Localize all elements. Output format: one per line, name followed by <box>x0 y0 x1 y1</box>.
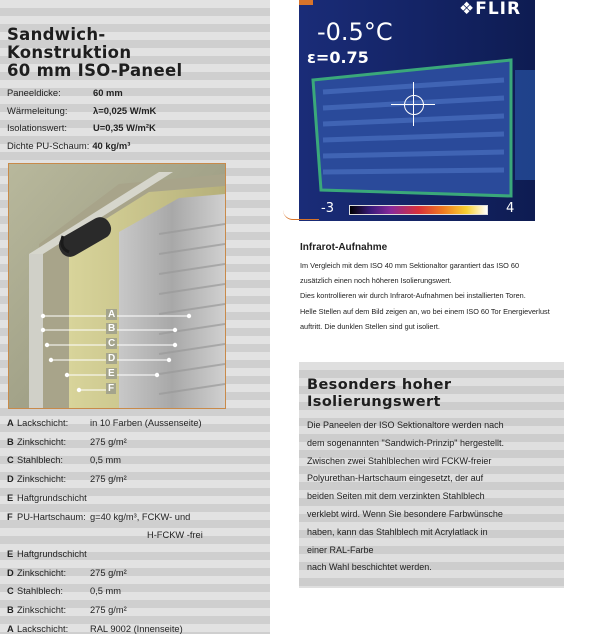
layer-value: g=40 kg/m³, FCKW- und <box>90 511 191 522</box>
layer-value: RAL 9002 (Innenseite) <box>90 623 183 634</box>
thermal-emissivity: ε=0.75 <box>307 48 369 67</box>
box-line: dem sogenannten "Sandwich-Prinzip" hergestellt. <box>307 437 505 448</box>
diagram-label-c: C <box>108 338 116 349</box>
layer-name: Zinkschicht: <box>17 605 67 616</box>
panel-title <box>7 26 182 80</box>
layer-value: 275 g/m² <box>90 567 127 578</box>
box-text <box>307 417 504 577</box>
layer-name: Stahlblech: <box>17 586 63 597</box>
decorative-line <box>283 207 319 220</box>
spec-label: Isolationswert: <box>7 122 67 133</box>
layer-name: Haftgrundschicht <box>17 548 87 559</box>
layer-value: 275 g/m² <box>90 474 127 485</box>
diagram-label-e: E <box>108 368 115 379</box>
box-line: Die Paneelen der ISO Sektionaltore werden nach <box>307 420 504 430</box>
layer-row <box>7 601 203 620</box>
layer-value: 0,5 mm <box>90 586 121 597</box>
crosshair-icon <box>404 95 424 115</box>
left-panel <box>0 0 270 634</box>
spec-value: λ=0,025 W/mK <box>93 104 157 116</box>
spec-value: 40 kg/m³ <box>92 139 131 151</box>
infrarot-line: auftritt. Die dunklen Stellen sind gut isoliert. <box>300 321 440 331</box>
layer-list <box>7 414 203 638</box>
thermal-image <box>299 0 535 221</box>
spec-row <box>7 119 156 137</box>
panel-cross-section-diagram <box>8 163 226 409</box>
box-title <box>307 377 451 411</box>
layer-name: Zinkschicht: <box>17 474 67 485</box>
layer-letter: F <box>7 511 13 522</box>
layer-letter: A <box>7 623 14 634</box>
box-line: haben, kann das Stahlblech mit Acrylatlack in <box>307 526 488 537</box>
layer-letter: E <box>7 548 14 559</box>
layer-letter: A <box>7 418 14 428</box>
spec-row <box>7 102 156 120</box>
layer-row <box>7 582 203 601</box>
layer-letter: D <box>7 474 14 485</box>
flir-logo: ❖FLIR <box>459 0 522 19</box>
layer-name: Lackschicht: <box>17 623 69 634</box>
spec-label: Wärmeleitung: <box>7 104 68 116</box>
layer-row <box>7 526 203 545</box>
layer-row <box>7 564 203 583</box>
diagram-label-d: D <box>108 353 116 364</box>
panel-title-line: Sandwich- <box>7 25 106 44</box>
layer-row <box>7 489 203 508</box>
layer-row <box>7 470 203 489</box>
layer-name: Lackschicht: <box>17 418 69 428</box>
box-line: Zwischen zwei Stahlblechen wird FCKW-freier <box>307 455 492 466</box>
diagram-label-a: A <box>108 309 116 320</box>
scale-min-label: -3 <box>321 201 334 216</box>
diagram-label-f: F <box>108 383 115 394</box>
spec-row <box>7 137 156 155</box>
spec-label: Paneeldicke: <box>7 87 61 98</box>
infrarot-text <box>300 258 590 334</box>
layer-row <box>7 545 203 564</box>
layer-letter: B <box>7 436 14 447</box>
layer-value: in 10 Farben (Aussenseite) <box>90 418 202 428</box>
layer-row <box>7 451 203 470</box>
spec-list <box>7 84 156 154</box>
box-title-line: Isolierungswert <box>307 394 441 410</box>
box-title-line: Besonders hoher <box>307 377 452 393</box>
scale-max-label: 4 <box>506 201 515 216</box>
layer-row <box>7 433 203 452</box>
isolation-info-box <box>299 362 564 588</box>
layer-letter: D <box>7 567 14 578</box>
layer-value-continued: H-FCKW -frei <box>147 530 203 541</box>
layer-letter: E <box>7 492 14 503</box>
layer-row <box>7 414 203 433</box>
layer-row <box>7 508 203 527</box>
box-line: einer RAL-Farbe <box>307 544 374 555</box>
infrarot-line: Im Vergleich mit dem ISO 40 mm Sektionaltor garantiert das ISO 60 <box>300 261 519 270</box>
diagram-label-b: B <box>108 323 116 334</box>
layer-name: Haftgrundschicht <box>17 492 87 503</box>
box-line: beiden Seiten mit dem verzinkten Stahlblech <box>307 491 485 502</box>
layer-value: 275 g/m² <box>90 436 127 447</box>
layer-row <box>7 620 203 638</box>
layer-name: Stahlblech: <box>17 455 63 466</box>
spec-row <box>7 84 156 102</box>
layer-value: 0,5 mm <box>90 455 121 466</box>
layer-value: 275 g/m² <box>90 605 127 616</box>
spec-value: U=0,35 W/m²K <box>93 122 156 133</box>
infrarot-line: Dies kontrollieren wir durch Infrarot-Aufnahmen bei installierten Toren. <box>300 291 526 301</box>
infrarot-title: Infrarot-Aufnahme <box>300 242 388 253</box>
spec-label: Dichte PU-Schaum: <box>7 139 90 151</box>
layer-name: PU-Hartschaum: <box>17 511 86 522</box>
spec-value: 60 mm <box>93 87 123 98</box>
panel-title-line: 60 mm ISO-Paneel <box>7 61 183 80</box>
layer-letter: B <box>7 605 14 616</box>
layer-letter: C <box>7 586 14 597</box>
layer-letter: C <box>7 455 14 466</box>
thermal-temperature: -0.5°C <box>317 18 393 46</box>
box-line: Polyurethan-Hartschaum eingesetzt, der auf <box>307 473 484 484</box>
panel-title-line: Konstruktion <box>7 43 132 62</box>
layer-name: Zinkschicht: <box>17 567 67 578</box>
diagram-leader-lines <box>9 164 225 408</box>
temperature-scale-bar <box>349 205 488 215</box>
layer-name: Zinkschicht: <box>17 436 67 447</box>
infrarot-line: zusätzlich einen noch höheren Isolierungswert. <box>300 276 452 286</box>
box-line: nach Wahl beschichtet werden. <box>307 562 432 573</box>
box-line: verklebt wird. Wenn Sie besondere Farbwünsche <box>307 508 503 519</box>
infrarot-line: Helle Stellen auf dem Bild zeigen an, wo bei einem ISO 60 Tor Energieverlust <box>300 306 550 316</box>
